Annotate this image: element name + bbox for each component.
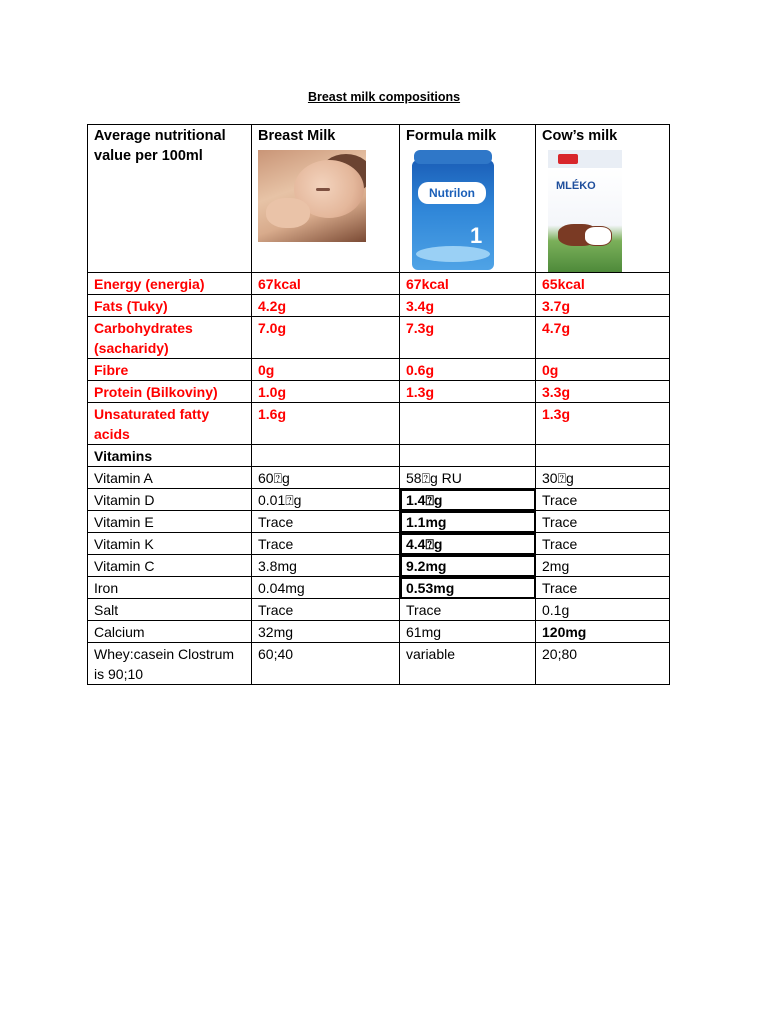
cell-formula: 61mg — [400, 621, 536, 643]
milk-carton-photo — [544, 150, 626, 272]
cell-cow: Trace — [536, 511, 670, 533]
cell-cow: 0g — [536, 359, 670, 381]
cell-cow: Trace — [536, 489, 670, 511]
cell-breast: 4.2g — [252, 295, 400, 317]
row-label-energy: Energy (energia) — [88, 273, 252, 295]
row-label-calcium: Calcium — [88, 621, 252, 643]
cell-breast: 1.6g — [252, 403, 400, 445]
table-row — [88, 621, 670, 643]
row-label-protein: Protein (Bilkoviny) — [88, 381, 252, 403]
formula-brand-logo: Nutrilon — [418, 182, 486, 204]
cell-breast: 0g — [252, 359, 400, 381]
header-breast-text: Breast Milk — [258, 128, 336, 144]
cell-breast: 0.04mg — [252, 577, 400, 599]
row-label-carbohydrates: Carbohydrates (sacharidy) — [88, 317, 252, 359]
cell-formula: 7.3g — [400, 317, 536, 359]
cell-formula-highlighted: 1.1mg — [400, 511, 536, 533]
row-label-vitamin-e: Vitamin E — [88, 511, 252, 533]
header-cows-milk — [536, 125, 670, 273]
cell-formula: 67kcal — [400, 273, 536, 295]
cell-formula: 58⍰g RU — [400, 467, 536, 489]
row-label-fibre: Fibre — [88, 359, 252, 381]
table-header-row — [88, 125, 670, 273]
table-row — [88, 533, 670, 555]
cell-formula-highlighted: 1.4⍰g — [400, 489, 536, 511]
cell-formula: 1.3g — [400, 381, 536, 403]
cell-formula-highlighted: 9.2mg — [400, 555, 536, 577]
row-label-vitamin-a: Vitamin A — [88, 467, 252, 489]
cell-breast: Trace — [252, 599, 400, 621]
cell-formula: variable — [400, 643, 536, 685]
cell-breast: 60⍰g — [252, 467, 400, 489]
table-row — [88, 643, 670, 685]
cell-breast: 7.0g — [252, 317, 400, 359]
cell-breast: 1.0g — [252, 381, 400, 403]
header-label: Average nutritional value per 100ml — [88, 125, 252, 273]
table-row — [88, 317, 670, 359]
table-row — [88, 381, 670, 403]
formula-stage-number: 1 — [470, 223, 483, 248]
carton-brand-text: MLÉKO — [556, 180, 596, 192]
formula-can-photo — [408, 150, 498, 272]
row-label-salt: Salt — [88, 599, 252, 621]
row-label-unsaturated-fatty-acids: Unsaturated fatty acids — [88, 403, 252, 445]
breastfeeding-photo — [258, 150, 366, 242]
header-formula-text: Formula milk — [406, 128, 497, 144]
table-row — [88, 467, 670, 489]
cell-breast — [252, 445, 400, 467]
cell-cow: 65kcal — [536, 273, 670, 295]
row-label-vitamin-k: Vitamin K — [88, 533, 252, 555]
cell-cow: 1.3g — [536, 403, 670, 445]
cell-formula — [400, 445, 536, 467]
cell-cow: 2mg — [536, 555, 670, 577]
header-cow-text: Cow’s milk — [542, 128, 618, 144]
table-row — [88, 599, 670, 621]
header-formula-milk — [400, 125, 536, 273]
cell-cow: 120mg — [536, 621, 670, 643]
row-label-fats: Fats (Tuky) — [88, 295, 252, 317]
cell-cow: 4.7g — [536, 317, 670, 359]
cell-formula-highlighted: 0.53mg — [400, 577, 536, 599]
row-label-vitamins: Vitamins — [88, 445, 252, 467]
cell-breast: Trace — [252, 533, 400, 555]
cell-cow: 20;80 — [536, 643, 670, 685]
cell-breast: Trace — [252, 511, 400, 533]
row-label-whey-casein: Whey:casein Clostrum is 90;10 — [88, 643, 252, 685]
row-label-vitamin-c: Vitamin C — [88, 555, 252, 577]
cell-breast: 0.01⍰g — [252, 489, 400, 511]
table-row — [88, 359, 670, 381]
cell-cow: Trace — [536, 533, 670, 555]
cell-breast: 67kcal — [252, 273, 400, 295]
table-row — [88, 555, 670, 577]
table-row — [88, 489, 670, 511]
page-title: Breast milk compositions — [307, 90, 461, 104]
cell-breast: 32mg — [252, 621, 400, 643]
row-label-vitamin-d: Vitamin D — [88, 489, 252, 511]
header-breast-milk — [252, 125, 400, 273]
nutrition-table — [87, 124, 670, 685]
cell-formula: 3.4g — [400, 295, 536, 317]
cell-cow: 0.1g — [536, 599, 670, 621]
table-row — [88, 403, 670, 445]
cell-breast: 60;40 — [252, 643, 400, 685]
row-label-iron: Iron — [88, 577, 252, 599]
table-row — [88, 577, 670, 599]
cell-formula — [400, 403, 536, 445]
cell-formula-highlighted: 4.4⍰g — [400, 533, 536, 555]
cell-cow: Trace — [536, 577, 670, 599]
cell-formula: 0.6g — [400, 359, 536, 381]
cell-cow: 30⍰g — [536, 467, 670, 489]
cell-cow: 3.7g — [536, 295, 670, 317]
table-row — [88, 273, 670, 295]
cell-cow: 3.3g — [536, 381, 670, 403]
table-row — [88, 295, 670, 317]
table-row — [88, 445, 670, 467]
cell-cow — [536, 445, 670, 467]
table-row — [88, 511, 670, 533]
cell-formula: Trace — [400, 599, 536, 621]
cell-breast: 3.8mg — [252, 555, 400, 577]
